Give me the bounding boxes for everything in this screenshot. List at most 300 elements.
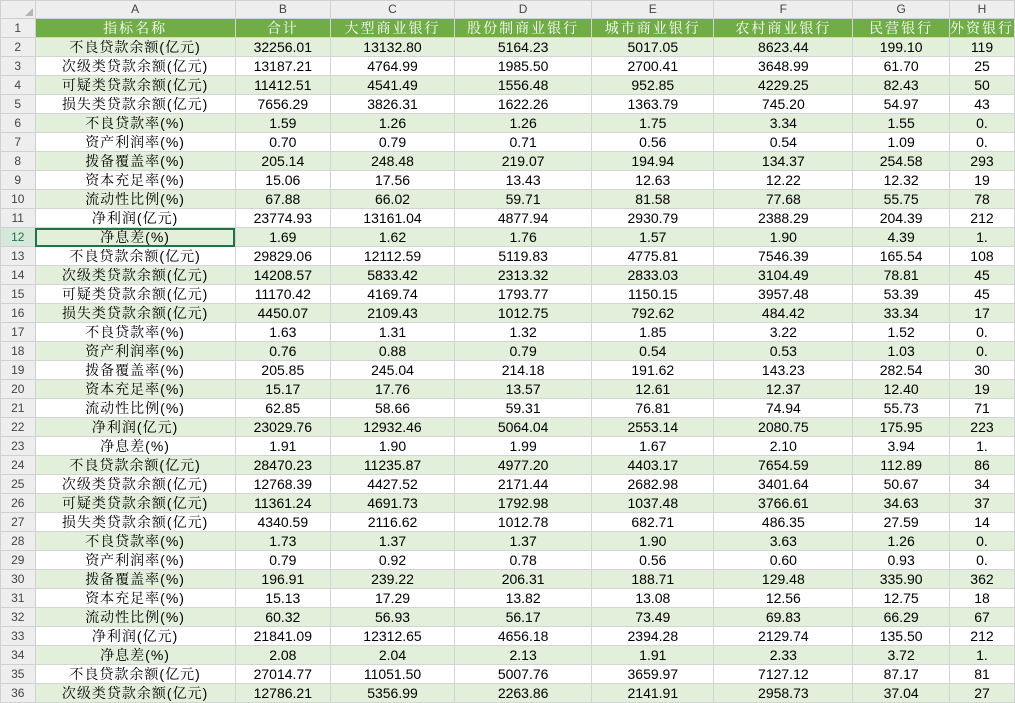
value-cell[interactable]: 952.85 <box>592 76 714 95</box>
value-cell[interactable]: 45 <box>949 285 1014 304</box>
value-cell[interactable]: 0.79 <box>235 551 330 570</box>
indicator-name-cell[interactable]: 次级类贷款余额(亿元) <box>35 475 235 494</box>
value-cell[interactable]: 17.56 <box>331 171 455 190</box>
value-cell[interactable]: 78.81 <box>853 266 950 285</box>
value-cell[interactable]: 4.39 <box>853 228 950 247</box>
value-cell[interactable]: 4775.81 <box>592 247 714 266</box>
value-cell[interactable]: 1.52 <box>853 323 950 342</box>
value-cell[interactable]: 1.32 <box>455 323 592 342</box>
value-cell[interactable]: 5007.76 <box>455 665 592 684</box>
value-cell[interactable]: 13.82 <box>455 589 592 608</box>
value-cell[interactable]: 3766.61 <box>714 494 853 513</box>
value-cell[interactable]: 12.63 <box>592 171 714 190</box>
header-cell[interactable]: 外资银行 <box>949 20 1014 36</box>
row-number[interactable]: 35 <box>1 665 36 684</box>
value-cell[interactable]: 13132.80 <box>331 38 455 57</box>
value-cell[interactable]: 11170.42 <box>235 285 330 304</box>
row-number[interactable]: 8 <box>1 152 36 171</box>
indicator-name-cell[interactable]: 不良贷款余额(亿元) <box>35 456 235 475</box>
value-cell[interactable]: 58.66 <box>331 399 455 418</box>
value-cell[interactable]: 1556.48 <box>455 76 592 95</box>
value-cell[interactable]: 0.70 <box>235 133 330 152</box>
value-cell[interactable]: 55.75 <box>853 190 950 209</box>
value-cell[interactable]: 32256.01 <box>235 38 330 57</box>
value-cell[interactable]: 4450.07 <box>235 304 330 323</box>
value-cell[interactable]: 134.37 <box>714 152 853 171</box>
row-number[interactable]: 16 <box>1 304 36 323</box>
value-cell[interactable]: 7546.39 <box>714 247 853 266</box>
value-cell[interactable]: 119 <box>949 38 1014 57</box>
value-cell[interactable]: 486.35 <box>714 513 853 532</box>
value-cell[interactable]: 3957.48 <box>714 285 853 304</box>
value-cell[interactable]: 73.49 <box>592 608 714 627</box>
value-cell[interactable]: 81.58 <box>592 190 714 209</box>
row-number[interactable]: 22 <box>1 418 36 437</box>
value-cell[interactable]: 206.31 <box>455 570 592 589</box>
value-cell[interactable]: 1.85 <box>592 323 714 342</box>
value-cell[interactable]: 484.42 <box>714 304 853 323</box>
value-cell[interactable]: 81 <box>949 665 1014 684</box>
value-cell[interactable]: 34 <box>949 475 1014 494</box>
value-cell[interactable]: 0.71 <box>455 133 592 152</box>
value-cell[interactable]: 745.20 <box>714 95 853 114</box>
value-cell[interactable]: 17 <box>949 304 1014 323</box>
value-cell[interactable]: 1.31 <box>331 323 455 342</box>
row-number[interactable]: 10 <box>1 190 36 209</box>
header-cell[interactable]: 合计 <box>235 19 330 38</box>
value-cell[interactable]: 362 <box>949 570 1014 589</box>
value-cell[interactable]: 76.81 <box>592 399 714 418</box>
row-number[interactable]: 12 <box>1 228 36 247</box>
row-number[interactable]: 4 <box>1 76 36 95</box>
value-cell[interactable]: 1.57 <box>592 228 714 247</box>
row-number[interactable]: 5 <box>1 95 36 114</box>
value-cell[interactable]: 0.54 <box>714 133 853 152</box>
header-cell[interactable]: 大型商业银行 <box>331 19 455 38</box>
value-cell[interactable]: 19 <box>949 171 1014 190</box>
column-header-c[interactable]: C <box>331 1 455 19</box>
value-cell[interactable]: 61.70 <box>853 57 950 76</box>
value-cell[interactable]: 12768.39 <box>235 475 330 494</box>
value-cell[interactable]: 1012.78 <box>455 513 592 532</box>
value-cell[interactable]: 3648.99 <box>714 57 853 76</box>
value-cell[interactable]: 143.23 <box>714 361 853 380</box>
value-cell[interactable]: 2930.79 <box>592 209 714 228</box>
value-cell[interactable]: 792.62 <box>592 304 714 323</box>
value-cell[interactable]: 1.37 <box>331 532 455 551</box>
value-cell[interactable]: 13161.04 <box>331 209 455 228</box>
value-cell[interactable]: 108 <box>949 247 1014 266</box>
value-cell[interactable]: 11051.50 <box>331 665 455 684</box>
indicator-name-cell[interactable]: 可疑类贷款余额(亿元) <box>35 494 235 513</box>
row-number[interactable]: 9 <box>1 171 36 190</box>
value-cell[interactable]: 1.91 <box>235 437 330 456</box>
value-cell[interactable]: 0. <box>949 342 1014 361</box>
value-cell[interactable]: 21841.09 <box>235 627 330 646</box>
value-cell[interactable]: 12.40 <box>853 380 950 399</box>
value-cell[interactable]: 3.63 <box>714 532 853 551</box>
value-cell[interactable]: 245.04 <box>331 361 455 380</box>
value-cell[interactable]: 29829.06 <box>235 247 330 266</box>
value-cell[interactable]: 7654.59 <box>714 456 853 475</box>
value-cell[interactable]: 135.50 <box>853 627 950 646</box>
value-cell[interactable]: 59.31 <box>455 399 592 418</box>
value-cell[interactable]: 1.26 <box>455 114 592 133</box>
value-cell[interactable]: 12.61 <box>592 380 714 399</box>
value-cell[interactable]: 2141.91 <box>592 684 714 703</box>
value-cell[interactable]: 0.53 <box>714 342 853 361</box>
value-cell[interactable]: 7127.12 <box>714 665 853 684</box>
value-cell[interactable]: 165.54 <box>853 247 950 266</box>
value-cell[interactable]: 219.07 <box>455 152 592 171</box>
value-cell[interactable]: 282.54 <box>853 361 950 380</box>
indicator-name-cell[interactable]: 可疑类贷款余额(亿元) <box>35 285 235 304</box>
value-cell[interactable]: 1.76 <box>455 228 592 247</box>
value-cell[interactable]: 66.02 <box>331 190 455 209</box>
value-cell[interactable]: 13.57 <box>455 380 592 399</box>
value-cell[interactable]: 0. <box>949 133 1014 152</box>
value-cell[interactable]: 335.90 <box>853 570 950 589</box>
value-cell[interactable]: 1.90 <box>592 532 714 551</box>
value-cell[interactable]: 0.93 <box>853 551 950 570</box>
value-cell[interactable]: 1.03 <box>853 342 950 361</box>
indicator-name-cell[interactable]: 资产利润率(%) <box>35 551 235 570</box>
value-cell[interactable]: 12932.46 <box>331 418 455 437</box>
value-cell[interactable]: 3.72 <box>853 646 950 665</box>
value-cell[interactable]: 112.89 <box>853 456 950 475</box>
value-cell[interactable]: 196.91 <box>235 570 330 589</box>
value-cell[interactable]: 0.79 <box>455 342 592 361</box>
value-cell[interactable]: 27 <box>949 684 1014 703</box>
value-cell[interactable]: 1622.26 <box>455 95 592 114</box>
indicator-name-cell[interactable]: 资本充足率(%) <box>35 380 235 399</box>
value-cell[interactable]: 12312.65 <box>331 627 455 646</box>
indicator-name-cell[interactable]: 损失类贷款余额(亿元) <box>35 513 235 532</box>
indicator-name-cell[interactable]: 不良贷款余额(亿元) <box>35 38 235 57</box>
value-cell[interactable]: 1.73 <box>235 532 330 551</box>
value-cell[interactable]: 0.56 <box>592 551 714 570</box>
value-cell[interactable]: 50 <box>949 76 1014 95</box>
value-cell[interactable]: 69.83 <box>714 608 853 627</box>
value-cell[interactable]: 13.43 <box>455 171 592 190</box>
value-cell[interactable]: 53.39 <box>853 285 950 304</box>
indicator-name-cell[interactable]: 不良贷款率(%) <box>35 532 235 551</box>
value-cell[interactable]: 2080.75 <box>714 418 853 437</box>
value-cell[interactable]: 2394.28 <box>592 627 714 646</box>
indicator-name-cell[interactable]: 次级类贷款余额(亿元) <box>35 684 235 703</box>
row-number[interactable]: 25 <box>1 475 36 494</box>
value-cell[interactable]: 11361.24 <box>235 494 330 513</box>
value-cell[interactable]: 1.99 <box>455 437 592 456</box>
indicator-name-cell[interactable]: 资本充足率(%) <box>35 171 235 190</box>
value-cell[interactable]: 129.48 <box>714 570 853 589</box>
value-cell[interactable]: 56.17 <box>455 608 592 627</box>
value-cell[interactable]: 2.10 <box>714 437 853 456</box>
value-cell[interactable]: 239.22 <box>331 570 455 589</box>
value-cell[interactable]: 11235.87 <box>331 456 455 475</box>
value-cell[interactable]: 3826.31 <box>331 95 455 114</box>
row-number[interactable]: 17 <box>1 323 36 342</box>
value-cell[interactable]: 78 <box>949 190 1014 209</box>
indicator-name-cell[interactable]: 流动性比例(%) <box>35 190 235 209</box>
value-cell[interactable]: 2171.44 <box>455 475 592 494</box>
value-cell[interactable]: 2700.41 <box>592 57 714 76</box>
indicator-name-cell[interactable]: 净利润(亿元) <box>35 418 235 437</box>
value-cell[interactable]: 2.08 <box>235 646 330 665</box>
value-cell[interactable]: 188.71 <box>592 570 714 589</box>
value-cell[interactable]: 5017.05 <box>592 38 714 57</box>
value-cell[interactable]: 77.68 <box>714 190 853 209</box>
value-cell[interactable]: 56.93 <box>331 608 455 627</box>
value-cell[interactable]: 37 <box>949 494 1014 513</box>
value-cell[interactable]: 0. <box>949 551 1014 570</box>
row-number[interactable]: 20 <box>1 380 36 399</box>
value-cell[interactable]: 0. <box>949 323 1014 342</box>
column-header-a[interactable]: A <box>35 1 235 19</box>
value-cell[interactable]: 1.69 <box>235 228 330 247</box>
value-cell[interactable]: 194.94 <box>592 152 714 171</box>
value-cell[interactable]: 3.22 <box>714 323 853 342</box>
header-cell[interactable]: 指标名称 <box>35 19 235 38</box>
value-cell[interactable]: 1. <box>949 228 1014 247</box>
indicator-name-cell[interactable]: 次级类贷款余额(亿元) <box>35 57 235 76</box>
select-all-corner[interactable] <box>1 1 36 19</box>
value-cell[interactable]: 23774.93 <box>235 209 330 228</box>
value-cell[interactable]: 248.48 <box>331 152 455 171</box>
indicator-name-cell[interactable]: 净利润(亿元) <box>35 209 235 228</box>
value-cell[interactable]: 1012.75 <box>455 304 592 323</box>
value-cell[interactable]: 66.29 <box>853 608 950 627</box>
value-cell[interactable]: 12.37 <box>714 380 853 399</box>
value-cell[interactable]: 54.97 <box>853 95 950 114</box>
row-number[interactable]: 2 <box>1 38 36 57</box>
value-cell[interactable]: 254.58 <box>853 152 950 171</box>
value-cell[interactable]: 34.63 <box>853 494 950 513</box>
value-cell[interactable]: 2.13 <box>455 646 592 665</box>
header-cell[interactable]: 农村商业银行 <box>714 19 853 38</box>
value-cell[interactable]: 5164.23 <box>455 38 592 57</box>
value-cell[interactable]: 4427.52 <box>331 475 455 494</box>
value-cell[interactable]: 199.10 <box>853 38 950 57</box>
value-cell[interactable]: 205.14 <box>235 152 330 171</box>
value-cell[interactable]: 5833.42 <box>331 266 455 285</box>
value-cell[interactable]: 12112.59 <box>331 247 455 266</box>
value-cell[interactable]: 8623.44 <box>714 38 853 57</box>
value-cell[interactable]: 175.95 <box>853 418 950 437</box>
value-cell[interactable]: 28470.23 <box>235 456 330 475</box>
row-number[interactable]: 29 <box>1 551 36 570</box>
row-number[interactable]: 23 <box>1 437 36 456</box>
header-cell[interactable]: 股份制商业银行 <box>455 19 592 38</box>
row-number[interactable]: 7 <box>1 133 36 152</box>
row-number[interactable]: 3 <box>1 57 36 76</box>
row-number[interactable]: 18 <box>1 342 36 361</box>
value-cell[interactable]: 4764.99 <box>331 57 455 76</box>
value-cell[interactable]: 12.75 <box>853 589 950 608</box>
value-cell[interactable]: 13.08 <box>592 589 714 608</box>
row-number[interactable]: 15 <box>1 285 36 304</box>
value-cell[interactable]: 682.71 <box>592 513 714 532</box>
value-cell[interactable]: 1150.15 <box>592 285 714 304</box>
column-header-f[interactable]: F <box>714 1 853 19</box>
value-cell[interactable]: 1.63 <box>235 323 330 342</box>
row-number[interactable]: 14 <box>1 266 36 285</box>
value-cell[interactable]: 0.54 <box>592 342 714 361</box>
value-cell[interactable]: 0.88 <box>331 342 455 361</box>
value-cell[interactable]: 67.88 <box>235 190 330 209</box>
indicator-name-cell[interactable]: 拨备覆盖率(%) <box>35 152 235 171</box>
value-cell[interactable]: 33.34 <box>853 304 950 323</box>
value-cell[interactable]: 86 <box>949 456 1014 475</box>
value-cell[interactable]: 4691.73 <box>331 494 455 513</box>
header-cell[interactable]: 城市商业银行 <box>592 19 714 38</box>
value-cell[interactable]: 205.85 <box>235 361 330 380</box>
value-cell[interactable]: 12.56 <box>714 589 853 608</box>
value-cell[interactable]: 12.22 <box>714 171 853 190</box>
value-cell[interactable]: 25 <box>949 57 1014 76</box>
row-number[interactable]: 13 <box>1 247 36 266</box>
value-cell[interactable]: 0.60 <box>714 551 853 570</box>
value-cell[interactable]: 2553.14 <box>592 418 714 437</box>
value-cell[interactable]: 0.76 <box>235 342 330 361</box>
row-number[interactable]: 19 <box>1 361 36 380</box>
indicator-name-cell[interactable]: 不良贷款余额(亿元) <box>35 247 235 266</box>
value-cell[interactable]: 14208.57 <box>235 266 330 285</box>
value-cell[interactable]: 2116.62 <box>331 513 455 532</box>
indicator-name-cell[interactable]: 拨备覆盖率(%) <box>35 361 235 380</box>
value-cell[interactable]: 1.59 <box>235 114 330 133</box>
value-cell[interactable]: 15.13 <box>235 589 330 608</box>
value-cell[interactable]: 11412.51 <box>235 76 330 95</box>
value-cell[interactable]: 55.73 <box>853 399 950 418</box>
value-cell[interactable]: 50.67 <box>853 475 950 494</box>
value-cell[interactable]: 1.67 <box>592 437 714 456</box>
indicator-name-cell[interactable]: 资产利润率(%) <box>35 133 235 152</box>
value-cell[interactable]: 2833.03 <box>592 266 714 285</box>
indicator-name-cell[interactable]: 不良贷款率(%) <box>35 323 235 342</box>
indicator-name-cell[interactable]: 可疑类贷款余额(亿元) <box>35 76 235 95</box>
value-cell[interactable]: 3.34 <box>714 114 853 133</box>
value-cell[interactable]: 43 <box>949 95 1014 114</box>
value-cell[interactable]: 60.32 <box>235 608 330 627</box>
indicator-name-cell[interactable]: 损失类贷款余额(亿元) <box>35 304 235 323</box>
value-cell[interactable]: 1. <box>949 646 1014 665</box>
value-cell[interactable]: 2313.32 <box>455 266 592 285</box>
value-cell[interactable]: 2109.43 <box>331 304 455 323</box>
value-cell[interactable]: 23029.76 <box>235 418 330 437</box>
indicator-name-cell[interactable]: 不良贷款余额(亿元) <box>35 665 235 684</box>
row-number[interactable]: 31 <box>1 589 36 608</box>
row-number[interactable]: 1 <box>1 19 36 38</box>
value-cell[interactable]: 0.56 <box>592 133 714 152</box>
value-cell[interactable]: 212 <box>949 627 1014 646</box>
value-cell[interactable]: 7656.29 <box>235 95 330 114</box>
row-number[interactable]: 33 <box>1 627 36 646</box>
column-header-e[interactable]: E <box>592 1 714 19</box>
value-cell[interactable]: 1.37 <box>455 532 592 551</box>
row-number[interactable]: 21 <box>1 399 36 418</box>
value-cell[interactable]: 82.43 <box>853 76 950 95</box>
value-cell[interactable]: 30 <box>949 361 1014 380</box>
value-cell[interactable]: 5356.99 <box>331 684 455 703</box>
indicator-name-cell[interactable]: 流动性比例(%) <box>35 399 235 418</box>
row-number[interactable]: 32 <box>1 608 36 627</box>
value-cell[interactable]: 2129.74 <box>714 627 853 646</box>
value-cell[interactable]: 14 <box>949 513 1014 532</box>
row-number[interactable]: 24 <box>1 456 36 475</box>
value-cell[interactable]: 4656.18 <box>455 627 592 646</box>
value-cell[interactable]: 1363.79 <box>592 95 714 114</box>
value-cell[interactable]: 0.92 <box>331 551 455 570</box>
value-cell[interactable]: 2.33 <box>714 646 853 665</box>
indicator-name-cell[interactable]: 资本充足率(%) <box>35 589 235 608</box>
row-number[interactable]: 28 <box>1 532 36 551</box>
indicator-name-cell[interactable]: 损失类贷款余额(亿元) <box>35 95 235 114</box>
value-cell[interactable]: 4877.94 <box>455 209 592 228</box>
indicator-name-cell[interactable]: 净利润(亿元) <box>35 627 235 646</box>
indicator-name-cell[interactable]: 流动性比例(%) <box>35 608 235 627</box>
value-cell[interactable]: 1985.50 <box>455 57 592 76</box>
header-cell[interactable]: 民营银行 <box>853 19 950 38</box>
selected-cell[interactable]: 净息差(%) <box>35 228 235 247</box>
value-cell[interactable]: 15.17 <box>235 380 330 399</box>
row-number[interactable]: 36 <box>1 684 36 703</box>
value-cell[interactable]: 1.75 <box>592 114 714 133</box>
value-cell[interactable]: 19 <box>949 380 1014 399</box>
value-cell[interactable]: 1. <box>949 437 1014 456</box>
value-cell[interactable]: 293 <box>949 152 1014 171</box>
value-cell[interactable]: 1792.98 <box>455 494 592 513</box>
column-header-h[interactable]: H <box>949 1 1014 19</box>
indicator-name-cell[interactable]: 不良贷款率(%) <box>35 114 235 133</box>
row-number[interactable]: 27 <box>1 513 36 532</box>
value-cell[interactable]: 2958.73 <box>714 684 853 703</box>
value-cell[interactable]: 0.79 <box>331 133 455 152</box>
indicator-name-cell[interactable]: 拨备覆盖率(%) <box>35 570 235 589</box>
value-cell[interactable]: 2263.86 <box>455 684 592 703</box>
value-cell[interactable]: 214.18 <box>455 361 592 380</box>
value-cell[interactable]: 5064.04 <box>455 418 592 437</box>
value-cell[interactable]: 4403.17 <box>592 456 714 475</box>
value-cell[interactable]: 17.29 <box>331 589 455 608</box>
value-cell[interactable]: 27014.77 <box>235 665 330 684</box>
indicator-name-cell[interactable]: 净息差(%) <box>35 646 235 665</box>
value-cell[interactable]: 15.06 <box>235 171 330 190</box>
value-cell[interactable]: 2388.29 <box>714 209 853 228</box>
column-header-g[interactable]: G <box>853 1 950 19</box>
indicator-name-cell[interactable]: 净息差(%) <box>35 437 235 456</box>
value-cell[interactable]: 3401.64 <box>714 475 853 494</box>
value-cell[interactable]: 3104.49 <box>714 266 853 285</box>
value-cell[interactable]: 223 <box>949 418 1014 437</box>
row-number[interactable]: 11 <box>1 209 36 228</box>
indicator-name-cell[interactable]: 资产利润率(%) <box>35 342 235 361</box>
value-cell[interactable]: 2682.98 <box>592 475 714 494</box>
value-cell[interactable]: 4229.25 <box>714 76 853 95</box>
value-cell[interactable]: 4541.49 <box>331 76 455 95</box>
value-cell[interactable]: 12.32 <box>853 171 950 190</box>
value-cell[interactable]: 1.09 <box>853 133 950 152</box>
value-cell[interactable]: 1.55 <box>853 114 950 133</box>
value-cell[interactable]: 87.17 <box>853 665 950 684</box>
column-header-d[interactable]: D <box>455 1 592 19</box>
value-cell[interactable]: 12786.21 <box>235 684 330 703</box>
value-cell[interactable]: 0.78 <box>455 551 592 570</box>
value-cell[interactable]: 74.94 <box>714 399 853 418</box>
value-cell[interactable]: 0. <box>949 532 1014 551</box>
value-cell[interactable]: 13187.21 <box>235 57 330 76</box>
indicator-name-cell[interactable]: 次级类贷款余额(亿元) <box>35 266 235 285</box>
